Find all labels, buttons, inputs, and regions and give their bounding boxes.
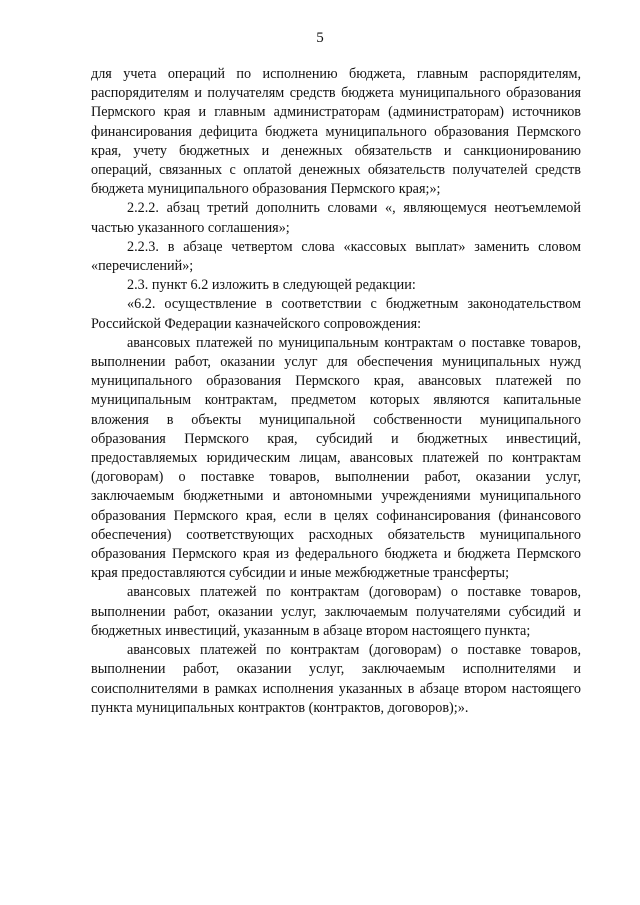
paragraph-advance-contractors: авансовых платежей по контрактам (договорам) о поставке товаров, выполнении работ, оказании услуг, заключаемым исполнителями и соисполнителями в рамках исполнения указанных в абзаце втором настоящего пункта муниципальных контрактов (контрактов, договоров);». [91, 642, 581, 716]
paragraph-2-3: 2.3. пункт 6.2 изложить в следующей редакции: [127, 277, 416, 294]
paragraph-continuation: для учета операций по исполнению бюджета, главным распорядителям, распорядителям и получателям средств бюджета муниципального образования Пермского края и главным администраторам (администраторам) источников финансирования дефицита бюджета муниципального образования Пермского края, учету бюджетных и денежных обязательств и санкционированию операций, связанных с оплатой денежных обязательств получателей средств бюджета муниципального образования Пермского края;»; [91, 66, 581, 198]
document-body [91, 65, 581, 718]
paragraph-2-2-2: 2.2.2. абзац третий дополнить словами «, являющемуся неотъемлемой частью указанного соглашения»; [91, 200, 581, 236]
paragraph-advance-subsidy-recipients: авансовых платежей по контрактам (договорам) о поставке товаров, выполнении работ, оказании услуг, заключаемым получателями субсидий и бюджетных инвестиций, указанным в абзаце втором настоящего пункта; [91, 584, 581, 639]
page-number: 5 [316, 30, 324, 46]
paragraph-2-2-3: 2.2.3. в абзаце четвертом слова «кассовых выплат» заменить словом «перечислений»; [91, 238, 581, 275]
paragraph-advance-municipal-contracts: авансовых платежей по муниципальным контрактам о поставке товаров, выполнении работ, оказании услуг для обеспечения муниципальных нужд муниципального образования Пермского края, авансовых платежей по муниципальным контрактам, предметом которых являются капитальные вложения в объекты муниципальной собственности муниципального образования Пермского края, субсидий и бюджетных инвестиций, предоставляемых юридическим лицам, авансовых платежей по контрактам (договорам) о поставке товаров, выполнении работ, оказании услуг, заключаемым бюджетными и автономными учреждениями муниципального образования Пермского края, если в целях софинансирования (финансового обеспечения) соответствующих расходных обязательств муниципального образования Пермского края из федерального бюджета и бюджета Пермского края предоставляются субсидии и иные межбюджетные трансферты; [91, 334, 581, 582]
paragraph-6-2: «6.2. осуществление в соответствии с бюджетным законодательством Российской Федерации казначейского сопровождения: [91, 296, 581, 332]
